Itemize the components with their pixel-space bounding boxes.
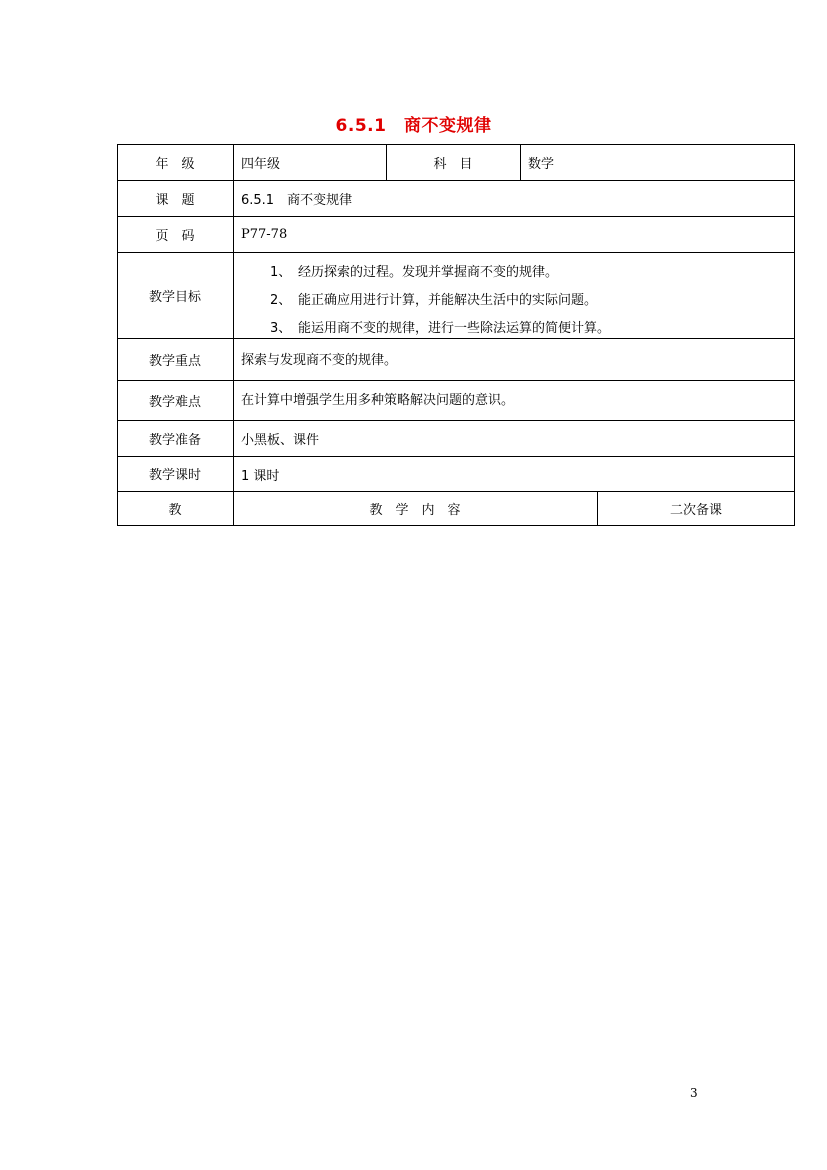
difficulty-value: 在计算中增强学生用多种策略解决问题的意识。 <box>241 393 515 408</box>
objective-item <box>270 261 558 280</box>
subject-value: 数学 <box>528 156 555 172</box>
prep-label: 教学准备 <box>148 432 201 448</box>
page-value: P77-78 <box>241 226 288 242</box>
topic-value: 6.5.1 商不变规律 <box>241 192 353 208</box>
grade-label: 年 级 <box>155 156 195 172</box>
footer-col-teach: 教 <box>168 503 182 518</box>
page-label: 页 码 <box>155 228 195 244</box>
hours-value: 1 课时 <box>241 469 280 484</box>
objective-item <box>270 289 597 308</box>
page-number: 3 <box>690 1086 698 1100</box>
objective-number: 3、 <box>270 321 292 336</box>
grade-value: 四年级 <box>241 156 281 172</box>
key-points-value: 探索与发现商不变的规律。 <box>241 353 398 368</box>
hours-label: 教学课时 <box>148 468 201 483</box>
objective-text: 能正确应用进行计算，并能解决生活中的实际问题。 <box>298 293 598 308</box>
objective-number: 1、 <box>270 265 292 280</box>
topic-label: 课 题 <box>155 192 195 208</box>
footer-col-second-prep: 二次备课 <box>669 503 722 518</box>
objective-text: 经历探索的过程。发现并掌握商不变的规律。 <box>298 265 559 280</box>
footer-col-content: 教 学 内 容 <box>369 503 461 518</box>
subject-label: 科 目 <box>433 156 473 172</box>
objective-text: 能运用商不变的规律，进行一些除法运算的简便计算。 <box>298 321 611 336</box>
objective-number: 2、 <box>270 293 292 308</box>
key-points-label: 教学重点 <box>148 353 201 369</box>
prep-value: 小黑板、课件 <box>241 433 320 448</box>
difficulty-label: 教学难点 <box>148 394 201 410</box>
objectives-label: 教学目标 <box>148 289 201 305</box>
objective-item <box>270 317 610 336</box>
document-title: 6.5.1 商不变规律 <box>335 116 492 136</box>
